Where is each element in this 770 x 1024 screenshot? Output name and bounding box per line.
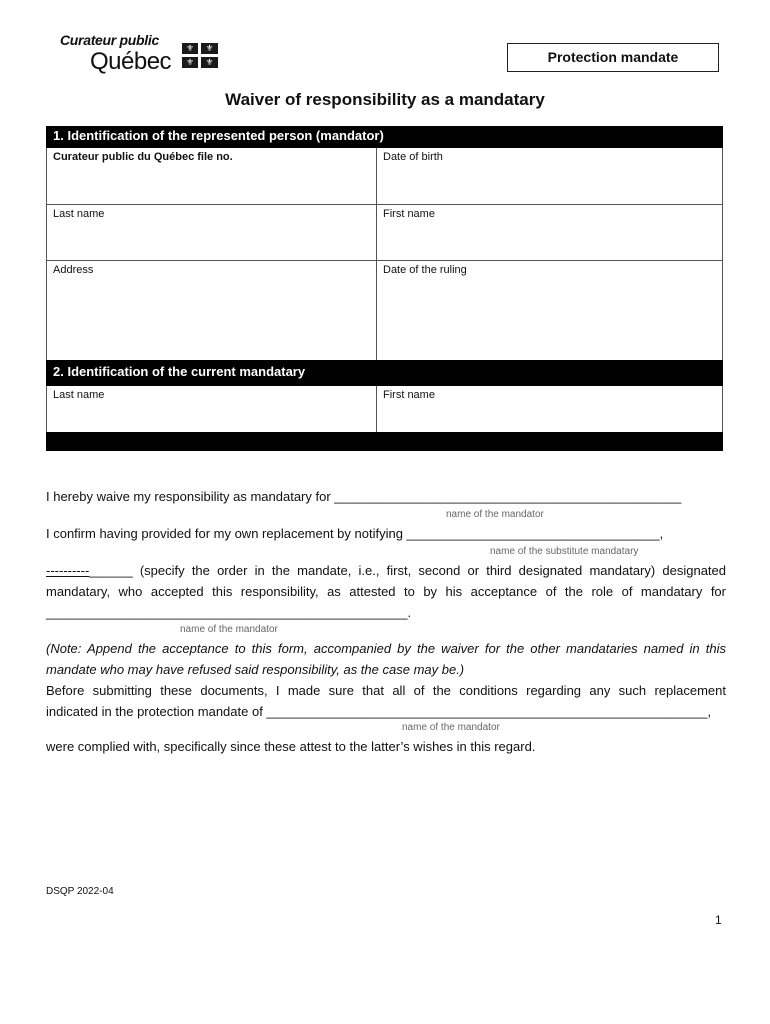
form-row-file-dob (46, 148, 723, 205)
mandator-last-name-field[interactable] (47, 205, 377, 260)
compliance-line: were complied with, specifically since these attest to the latter’s wishes in this regard. (46, 739, 536, 754)
form-row-mandatary-names (46, 386, 723, 432)
mandatary-last-name-field[interactable] (47, 386, 377, 432)
hint-mandator-2: name of the mandator (180, 624, 278, 635)
last-name-label: Last name (53, 208, 105, 220)
mandatary-last-name-label: Last name (53, 389, 105, 401)
conditions-line-2: indicated in the protection mandate of _____________________________________________________________, (46, 704, 712, 719)
order-blank[interactable]: ---------- (46, 563, 90, 578)
ruling-date-label: Date of the ruling (383, 264, 467, 276)
hint-mandator-3: name of the mandator (402, 722, 500, 733)
form-code: DSQP 2022-04 (46, 886, 114, 897)
mandatary-first-name-field[interactable] (377, 386, 722, 432)
hint-substitute: name of the substitute mandatary (490, 546, 639, 557)
identification-form (46, 126, 723, 451)
page-number: 1 (715, 913, 722, 927)
order-line-text: ______ (specify the order in the mandate, i.e., first, second or third designated mandatary) designated (89, 563, 726, 578)
conditions-line-1: Before submitting these documents, I made sure that all of the conditions regarding any such replacement (46, 683, 726, 698)
quebec-flag-icon: ⚜ ⚜ ⚜ ⚜ (182, 43, 218, 68)
date-of-birth-field[interactable] (377, 148, 722, 204)
first-name-label: First name (383, 208, 435, 220)
form-row-names (46, 205, 723, 261)
mandator-blank-line: __________________________________________________. (46, 605, 412, 620)
hint-mandator-1: name of the mandator (446, 509, 544, 520)
ruling-date-field[interactable] (377, 261, 722, 360)
note-line-2: mandate who may have refused said responsibility, as the case may be.) (46, 662, 465, 677)
section2-heading: 2. Identification of the current mandatary (46, 360, 723, 386)
order-line (46, 560, 726, 581)
replacement-line: I confirm having provided for my own replacement by notifying ___________________________________, (46, 526, 664, 541)
file-no-label: Curateur public du Québec file no. (53, 151, 233, 163)
address-label: Address (53, 264, 94, 276)
form-bottom-bar (46, 432, 723, 451)
mandator-first-name-field[interactable] (377, 205, 722, 260)
acceptance-line: mandatary, who accepted this responsibility, as attested to by his acceptance of the role of mandatary for (46, 584, 726, 599)
logo-top-text: Curateur public (60, 32, 159, 48)
waiver-line: I hereby waive my responsibility as mandatary for ________________________________________________ (46, 489, 682, 504)
mandatary-first-name-label: First name (383, 389, 435, 401)
section1-heading: 1. Identification of the represented person (mandator) (46, 126, 723, 148)
curateur-public-logo (60, 30, 225, 76)
logo-main-text: Québec (90, 48, 172, 75)
page-title: Waiver of responsibility as a mandatary (225, 90, 545, 109)
file-no-field[interactable] (47, 148, 377, 204)
note-line-1: (Note: Append the acceptance to this form, accompanied by the waiver for the other mandataries named in this (46, 641, 726, 656)
protection-mandate-box: Protection mandate (507, 43, 719, 72)
form-row-address (46, 261, 723, 360)
dob-label: Date of birth (383, 151, 443, 163)
address-field[interactable] (47, 261, 377, 360)
